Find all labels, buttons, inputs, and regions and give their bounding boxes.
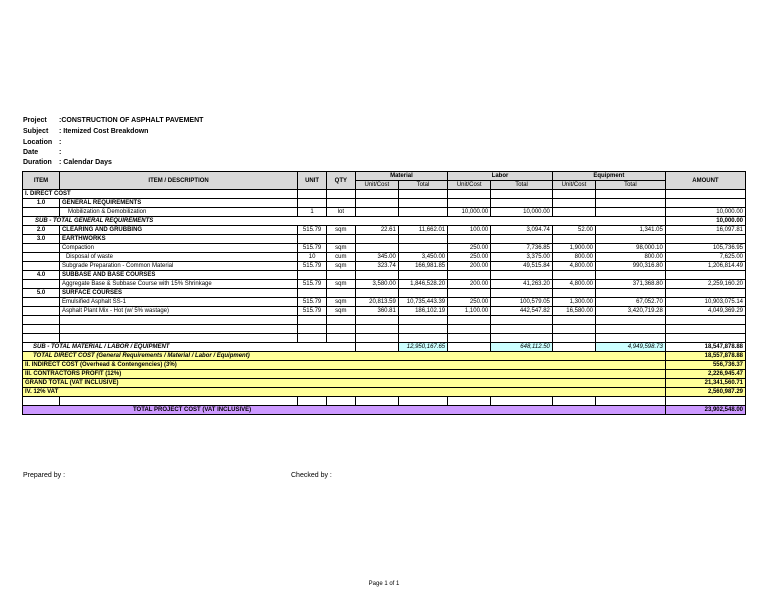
checked-by: Checked by :: [291, 472, 332, 479]
subject-label: Subject: [23, 128, 49, 135]
labor-unit-cost: 1,100.00: [448, 307, 491, 316]
item-description: Emulsified Asphalt SS-1: [59, 298, 297, 307]
table-row: [23, 235, 746, 244]
table-row: [23, 271, 746, 280]
qty-cell: sqm: [326, 307, 355, 316]
col-qty: QTY: [326, 172, 355, 190]
location-value: :: [59, 139, 62, 146]
item-number: 2.0: [23, 226, 60, 235]
labor-total: 10,000.00: [491, 208, 553, 217]
prepared-by: Prepared by :: [23, 472, 66, 479]
material-total: 10,735,443.39: [398, 298, 447, 307]
equipment-total: 371,368.80: [596, 280, 666, 289]
equipment-total: 98,000.10: [596, 244, 666, 253]
material-total: 1,846,528.20: [398, 280, 447, 289]
labor-total: 442,547.82: [491, 307, 553, 316]
blank-row: [23, 316, 746, 325]
item-description: Mobilization & Demobilization: [59, 208, 297, 217]
material-total: 11,662.01: [398, 226, 447, 235]
column-header-row: [23, 172, 746, 181]
labor-unit-cost: 200.00: [448, 262, 491, 271]
amount-cell: 2,259,160.20: [665, 280, 745, 289]
blank-row: [23, 334, 746, 343]
project-label: Project: [23, 117, 47, 124]
project-line: [23, 117, 204, 124]
amount-cell: 16,097.81: [665, 226, 745, 235]
amount-cell: 4,049,369.29: [665, 307, 745, 316]
eq-total: Total: [596, 181, 666, 190]
table-row: [23, 406, 746, 415]
amount-cell: 105,736.95: [665, 244, 745, 253]
equipment-total: 67,052.70: [596, 298, 666, 307]
mat-total: Total: [398, 181, 447, 190]
amount-cell: 23,902,548.00: [665, 406, 745, 415]
table-row: [23, 298, 746, 307]
lab-total: Total: [491, 181, 553, 190]
indirect-cost-label: II. INDIRECT COST (Overhead & Contengencies) (3%): [23, 361, 666, 370]
equipment-unit-cost: 16,580.00: [552, 307, 595, 316]
blank-row: [23, 397, 746, 406]
labor-total: 3,094.74: [491, 226, 553, 235]
labor-unit-cost: 200.00: [448, 280, 491, 289]
item-number: 4.0: [23, 271, 60, 280]
amount-cell: 2,560,987.29: [665, 388, 745, 397]
equipment-subtotal: 4,949,598.73: [596, 343, 666, 352]
equipment-unit-cost: 800.00: [552, 253, 595, 262]
total-project-cost-label: TOTAL PROJECT COST (VAT INCLUSIVE): [23, 406, 666, 415]
unit-cell: 1: [298, 208, 327, 217]
location-label: Location: [23, 139, 53, 146]
project-value: :CONSTRUCTION OF ASPHALT PAVEMENT: [59, 117, 204, 124]
unit-cell: 10: [298, 253, 327, 262]
unit-cell: 515.79: [298, 280, 327, 289]
qty-cell: sqm: [326, 262, 355, 271]
location-line: [23, 139, 62, 146]
labor-total: 49,515.84: [491, 262, 553, 271]
table-row: [23, 190, 746, 199]
table-row: [23, 280, 746, 289]
amount-cell: 2,226,945.47: [665, 370, 745, 379]
duration-label: Duration: [23, 159, 52, 166]
table-row: [23, 226, 746, 235]
item-number: 3.0: [23, 235, 60, 244]
equipment-total: 990,316.80: [596, 262, 666, 271]
table-row: [23, 289, 746, 298]
vat-label: IV. 12% VAT: [23, 388, 666, 397]
amount-cell: 10,903,075.14: [665, 298, 745, 307]
unit-cell: 515.79: [298, 262, 327, 271]
table-row: [23, 208, 746, 217]
unit-cell: 515.79: [298, 298, 327, 307]
labor-total: 3,375.00: [491, 253, 553, 262]
lab-unit-cost: Unit/Cost: [448, 181, 491, 190]
table-row: [23, 307, 746, 316]
item-number: 5.0: [23, 289, 60, 298]
unit-cell: 515.79: [298, 226, 327, 235]
item-description: Aggregate Base & Subbase Course with 15% Shrinkage: [59, 280, 297, 289]
material-unit-cost: 345.00: [355, 253, 398, 262]
item-description: CLEARING AND GRUBBING: [59, 226, 297, 235]
qty-cell: cum: [326, 253, 355, 262]
material-subtotal: 12,950,167.65: [398, 343, 447, 352]
table-row: [23, 388, 746, 397]
item-description: Subgrade Preparation - Common Material: [59, 262, 297, 271]
blank-row: [23, 325, 746, 334]
amount-cell: 18,557,878.88: [665, 352, 745, 361]
labor-total: 7,736.85: [491, 244, 553, 253]
equipment-unit-cost: 1,300.00: [552, 298, 595, 307]
item-description: SURFACE COURSES: [59, 289, 297, 298]
date-line: [23, 149, 62, 156]
item-description: GENERAL REQUIREMENTS: [59, 199, 297, 208]
qty-cell: sqm: [326, 298, 355, 307]
table-row: [23, 370, 746, 379]
material-total: 186,102.19: [398, 307, 447, 316]
mat-unit-cost: Unit/Cost: [355, 181, 398, 190]
table-row: [23, 253, 746, 262]
qty-cell: sqm: [326, 280, 355, 289]
table-row: [23, 379, 746, 388]
subject-value: : Itemized Cost Breakdown: [59, 128, 149, 135]
col-description: ITEM / DESCRIPTION: [59, 172, 297, 190]
labor-unit-cost: 10,000.00: [448, 208, 491, 217]
table-row: [23, 262, 746, 271]
labor-subtotal: 648,112.50: [491, 343, 553, 352]
duration-line: [23, 159, 112, 166]
labor-total: 41,263.20: [491, 280, 553, 289]
table-row: [23, 199, 746, 208]
col-material: Material: [355, 172, 447, 181]
qty-cell: sqm: [326, 226, 355, 235]
material-unit-cost: 3,580.00: [355, 280, 398, 289]
col-equipment: Equipment: [552, 172, 665, 181]
table-row: [23, 352, 746, 361]
amount-cell: 10,000.00: [665, 217, 745, 226]
equipment-total: 800.00: [596, 253, 666, 262]
item-description: Disposal of waste: [59, 253, 297, 262]
subject-line: [23, 128, 149, 135]
table-row: [23, 361, 746, 370]
labor-unit-cost: 250.00: [448, 244, 491, 253]
qty-cell: sqm: [326, 244, 355, 253]
equipment-unit-cost: 52.00: [552, 226, 595, 235]
duration-value: : Calendar Days: [59, 159, 112, 166]
section-heading: I. DIRECT COST: [23, 190, 298, 199]
total-direct-cost-label: TOTAL DIRECT COST (General Requirements / Material / Labor / Equipment): [23, 352, 666, 361]
labor-unit-cost: 250.00: [448, 253, 491, 262]
table-row: [23, 244, 746, 253]
equipment-unit-cost: 1,900.00: [552, 244, 595, 253]
grand-total-label: GRAND TOTAL (VAT INCLUSIVE): [23, 379, 666, 388]
table-row: [23, 343, 746, 352]
date-value: :: [59, 149, 62, 156]
labor-total: 100,579.05: [491, 298, 553, 307]
eq-unit-cost: Unit/Cost: [552, 181, 595, 190]
amount-cell: 556,736.37: [665, 361, 745, 370]
item-description: Asphalt Plant Mix - Hot (w/ 5% wastage): [59, 307, 297, 316]
date-label: Date: [23, 149, 39, 156]
unit-cell: 515.79: [298, 244, 327, 253]
material-total: 3,450.00: [398, 253, 447, 262]
item-description: SUBBASE AND BASE COURSES: [59, 271, 297, 280]
col-unit: UNIT: [298, 172, 327, 190]
subtotal-label: SUB - TOTAL GENERAL REQUIREMENTS: [23, 217, 666, 226]
col-labor: Labor: [448, 172, 553, 181]
material-unit-cost: 323.74: [355, 262, 398, 271]
subtotal-label: SUB - TOTAL MATERIAL / LABOR / EQUIPMENT: [23, 343, 356, 352]
col-amount: AMOUNT: [665, 172, 745, 190]
amount-cell: 21,341,560.71: [665, 379, 745, 388]
amount-cell: 7,625.00: [665, 253, 745, 262]
col-item: ITEM: [23, 172, 60, 190]
item-description: EARTHWORKS: [59, 235, 297, 244]
unit-cell: 515.79: [298, 307, 327, 316]
material-unit-cost: 360.81: [355, 307, 398, 316]
amount-cell: 18,547,878.88: [665, 343, 745, 352]
material-unit-cost: 20,813.59: [355, 298, 398, 307]
table-row: [23, 217, 746, 226]
equipment-total: 3,420,719.28: [596, 307, 666, 316]
amount-cell: 10,000.00: [665, 208, 745, 217]
amount-cell: 1,206,814.49: [665, 262, 745, 271]
item-description: Compaction: [59, 244, 297, 253]
contractors-profit-label: III. CONTRACTORS PROFIT (12%): [23, 370, 666, 379]
cost-table: [22, 171, 746, 415]
material-total: 166,981.85: [398, 262, 447, 271]
material-unit-cost: 22.61: [355, 226, 398, 235]
equipment-unit-cost: 4,800.00: [552, 262, 595, 271]
qty-cell: lot: [326, 208, 355, 217]
equipment-total: 1,341.05: [596, 226, 666, 235]
page-number: Page 1 of 1: [368, 581, 400, 587]
equipment-unit-cost: 4,800.00: [552, 280, 595, 289]
labor-unit-cost: 250.00: [448, 298, 491, 307]
item-number: 1.0: [23, 199, 60, 208]
labor-unit-cost: 100.00: [448, 226, 491, 235]
